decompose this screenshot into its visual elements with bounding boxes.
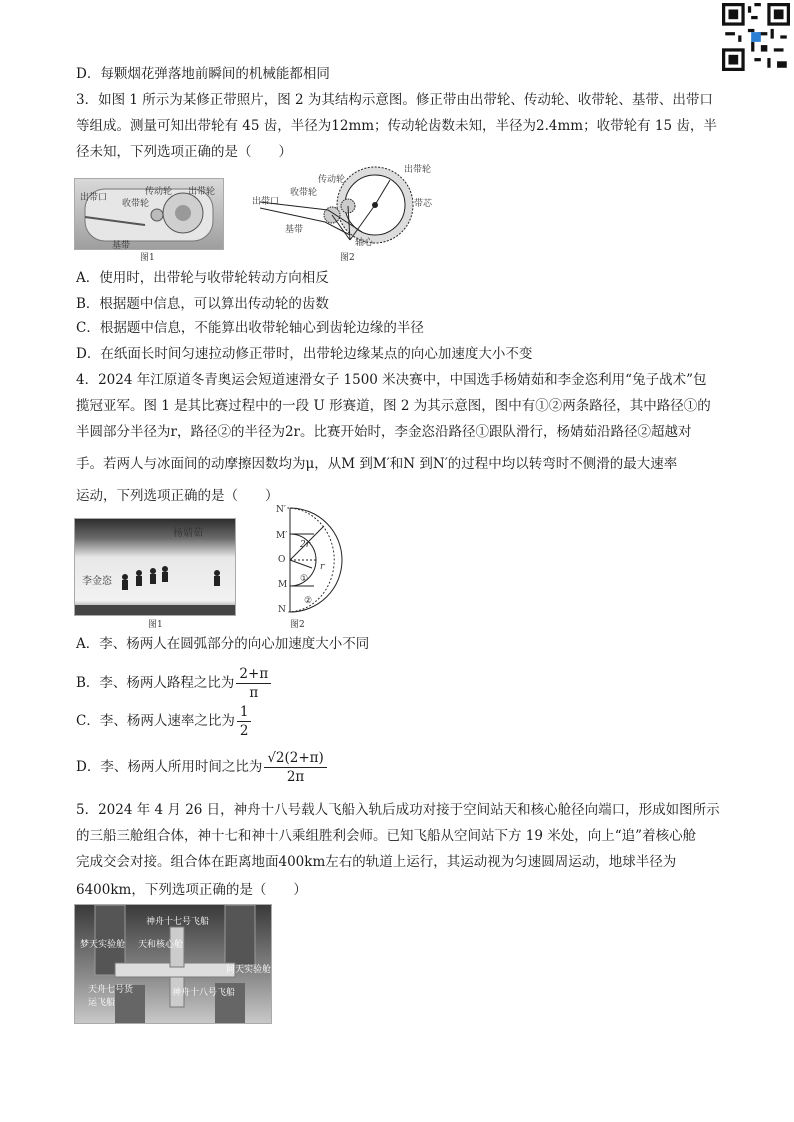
q3-fig2-label-core: 带芯 [414, 199, 433, 209]
q4-fig2-label-o: O [278, 555, 286, 565]
q3-fig1-label-takeup: 收带轮 [122, 199, 150, 209]
q4-option-b-fraction [236, 665, 271, 702]
q3-fig2-label-basetape: 基带 [285, 225, 304, 235]
q4-option-d-fraction [264, 749, 327, 786]
q5-label-wentian: 问天实验舱 [226, 965, 272, 975]
q4-option-d-text: D．李、杨两人所用时间之比为 [76, 759, 263, 775]
q5-label-tianzhou: 天舟七号货运飞船 [88, 985, 134, 1008]
q3-fig1-label-supply: 出带轮 [188, 187, 216, 197]
q4-fig2-label-2r: 2r [300, 540, 311, 550]
q5-stem-line2: 的三船三舱组合体，神十七和神十八乘组胜利会师。已知飞船从空间站下方 19 米处，向上“追”着核心舱 [76, 828, 697, 844]
q3-fig2-label-outlet: 出带口 [252, 197, 280, 207]
q4-fig2-label-path2: ② [304, 596, 313, 606]
q4-option-b-text: B．李、杨两人路程之比为 [76, 675, 235, 691]
q3-option-b: B．根据题中信息，可以算出传动轮的齿数 [76, 296, 329, 312]
q4-option-a: A．李、杨两人在圆弧部分的向心加速度大小不同 [76, 636, 370, 652]
q3-fig1-label-transmission: 传动轮 [145, 187, 173, 197]
q4-fig2-label-nprime: N′ [276, 505, 286, 515]
q5-stem-line3: 完成交会对接。组合体在距离地面400km左右的轨道上运行，其运动视为匀速圆周运动，地球半径为 [76, 854, 677, 870]
q4-option-c-fraction [237, 703, 252, 740]
q4-option-b [76, 664, 271, 702]
q3-fig2-label-takeup: 收带轮 [290, 188, 318, 198]
q4-stem-line3: 半圆部分半径为r，路径②的半径为2r。比赛开始时，李金恣沿路径①跟队滑行，杨婧茹沿路径②超越对 [76, 424, 692, 440]
q5-stem-line1: 5．2024 年 4 月 26 日，神舟十八号载人飞船入轨后成功对接于空间站天和核心舱径向端口，形成如图所示 [76, 802, 720, 818]
q3-fig1-label-outlet: 出带口 [80, 193, 108, 203]
q4-option-b-numerator: 2+π [236, 665, 271, 684]
q5-stem-line4: 6400km，下列选项正确的是（ ） [76, 882, 307, 898]
q4-fig1-photo [74, 518, 236, 616]
q3-fig1-caption: 图1 [140, 253, 155, 263]
q4-option-c [76, 702, 251, 740]
q3-fig2-caption: 图2 [340, 253, 355, 263]
q3-fig2-label-supply: 出带轮 [404, 165, 432, 175]
q5-label-mengtian: 梦天实验舱 [80, 940, 126, 950]
q4-option-d-numerator: √2(2+π) [264, 749, 327, 768]
q4-stem-line2: 揽冠亚军。图 1 是其比赛过程中的一段 U 形赛道，图 2 为其示意图，图中有①②两条路径，其中路径①的 [76, 398, 711, 414]
q3-fig2-label-axle: 轴心 [355, 238, 374, 248]
q4-stem-line5: 运动，下列选项正确的是（ ） [76, 488, 279, 504]
q4-option-d [76, 748, 327, 786]
q4-fig2-label-n: N [278, 605, 286, 615]
q3-fig1-label-basetape: 基带 [112, 241, 131, 251]
q4-fig2-track-diagram [284, 506, 364, 616]
q4-fig1-label-li: 李金恣 [82, 576, 112, 587]
q4-option-c-denominator: 2 [239, 723, 249, 739]
q4-fig1-caption: 图1 [148, 620, 163, 630]
q4-option-b-denominator: π [249, 685, 259, 701]
q4-option-c-numerator: 1 [237, 703, 252, 722]
q4-option-c-text: C．李、杨两人速率之比为 [76, 713, 235, 729]
q3-option-c: C．根据题中信息，不能算出收带轮轴心到齿轮边缘的半径 [76, 320, 424, 336]
prev-option-d: D．每颗烟花弹落地前瞬间的机械能都相同 [76, 66, 330, 82]
q4-fig2-label-mprime: M′ [276, 531, 288, 541]
q5-label-sz17: 神舟十七号飞船 [146, 917, 210, 927]
q3-fig2-label-transmission: 传动轮 [318, 175, 346, 185]
q3-stem-line3: 径未知，下列选项正确的是（ ） [76, 144, 292, 160]
q3-fig2-diagram [250, 160, 450, 260]
q4-fig1-label-yang: 杨婧茹 [173, 528, 203, 539]
q5-label-sz18: 神舟十八号飞船 [172, 988, 236, 998]
skaters-image [75, 519, 235, 615]
q4-option-d-denominator: 2π [286, 769, 305, 785]
q3-option-d: D．在纸面长时间匀速拉动修正带时，出带轮边缘某点的向心加速度大小不变 [76, 346, 533, 362]
qr-code [722, 3, 790, 71]
q4-fig2-label-m: M [278, 580, 288, 590]
q4-stem-line4: 手。若两人与冰面间的动摩擦因数均为μ，从M 到M′和N 到N′的过程中均以转弯时不侧滑的最大速率 [76, 456, 678, 472]
q3-stem-line1: 3．如图 1 所示为某修正带照片，图 2 为其结构示意图。修正带由出带轮、传动轮、收带轮、基带、出带口 [76, 92, 713, 108]
q4-fig2-caption: 图2 [290, 620, 305, 630]
q4-fig2-label-r: r [320, 562, 325, 572]
q4-fig2-label-path1: ① [300, 574, 309, 584]
q3-stem-line2: 等组成。测量可知出带轮有 45 齿，半径为12mm；传动轮齿数未知，半径为2.4mm；收带轮有 15 齿，半 [76, 118, 717, 134]
q5-label-tianhe: 天和核心舱 [138, 940, 184, 950]
q4-stem-line1: 4．2024 年江原道冬青奥运会短道速滑女子 1500 米决赛中，中国选手杨婧茹和李金恣利用“兔子战术”包 [76, 372, 707, 388]
q3-option-a: A．使用时，出带轮与收带轮转动方向相反 [76, 270, 329, 286]
